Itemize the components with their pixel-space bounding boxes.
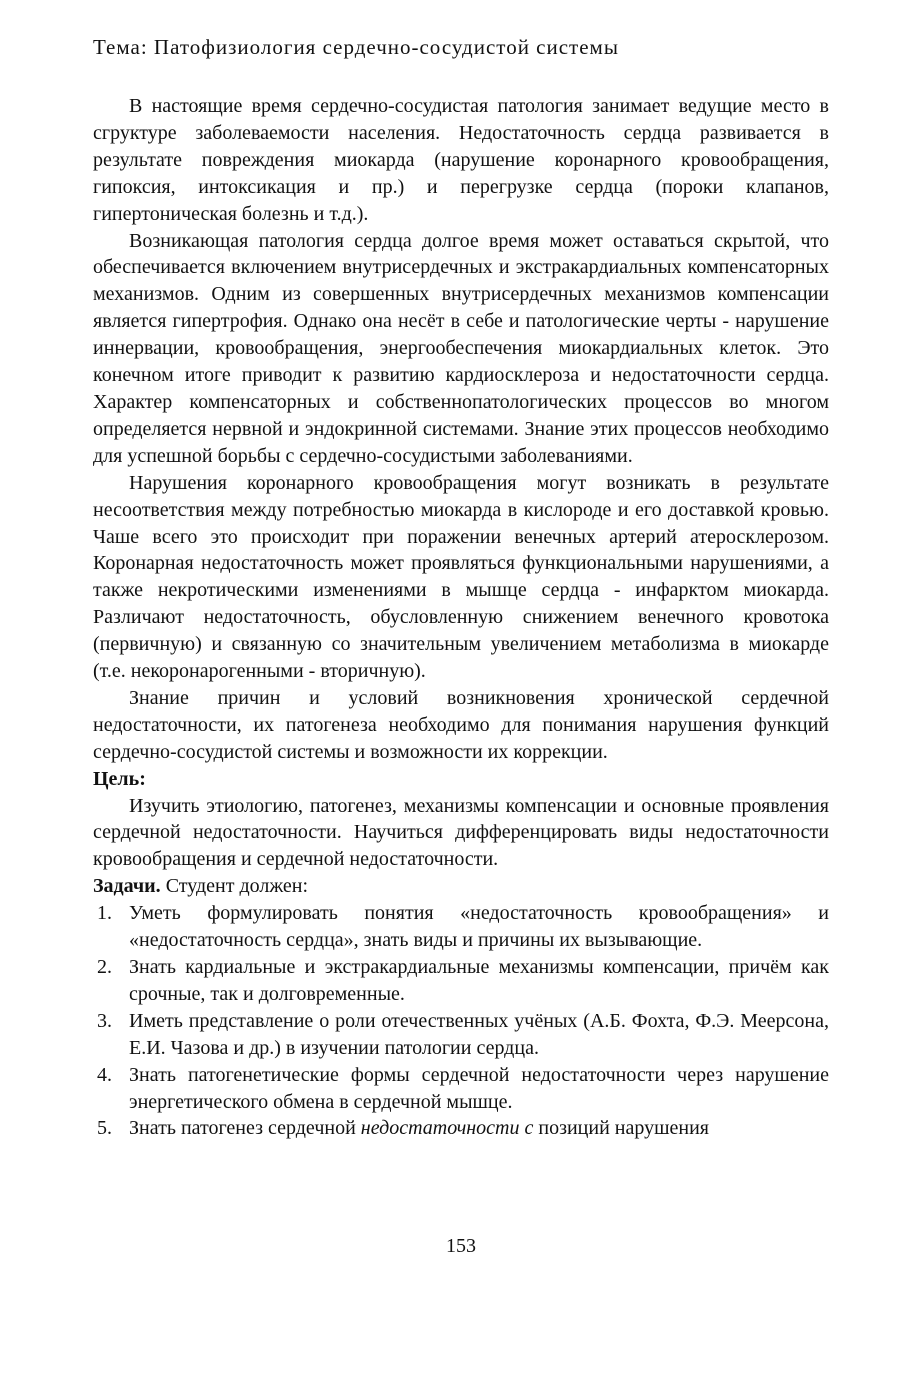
intro-paragraph-1: В настоящие время сердечно-сосудистая патология занимает ведущие место в сгруктуре заболеваемости населения. Недостаточность сердца развивается в результате повреждения миокарда (нарушение коронарного кровообращения, гипоксия, интоксикация и пр.) и перегрузке сердца (пороки клапанов, гипертоническая болезнь и т.д.). bbox=[93, 95, 829, 225]
list-item-number: 5. bbox=[97, 1117, 112, 1140]
intro-paragraph-2: Возникающая патология сердца долгое время может оставаться скрытой, что обеспечивается включением внутрисердечных и экстракардиальных компенсаторных механизмов. Одним из совершенных внутрисердечных механизмов компенсации является гипертрофия. Однако она несёт в себе и патологические черты - нарушение иннервации, кровообращения, энергообеспечения миокардиальных клеток. Это конечном итоге приводит к развитию кардиосклероза и недостаточности сердца. Характер компенсаторных и собственнопатологических процессов во многом определяется нервной и эндокринной системами. Знание этих процессов необходимо для успешной борьбы с сердечно-сосудистыми заболеваниями. bbox=[93, 229, 829, 467]
list-item-number: 2. bbox=[97, 956, 112, 978]
list-item bbox=[93, 1115, 829, 1142]
list-item-text: Знать патогенетические формы сердечной недостаточности через нарушение энергетического обмена в сердечной мышце. bbox=[129, 1063, 829, 1113]
list-item bbox=[93, 1062, 829, 1116]
tasks-intro bbox=[93, 873, 829, 900]
list-item bbox=[93, 1008, 829, 1062]
document-body bbox=[93, 93, 829, 1142]
tasks-intro-text: Студент должен: bbox=[160, 875, 309, 898]
list-item bbox=[93, 900, 829, 954]
list-item-text: Иметь представление о роли отечественных учёных (А.Б. Фохта, Ф.Э. Меерсона, Е.И. Чазова и др.) в изучении патологии сердца. bbox=[129, 1009, 829, 1059]
goal-heading: Цель: bbox=[93, 767, 146, 790]
intro-paragraph-4: Знание причин и условий возникновения хронической сердечной недостаточности, их патогенеза необходимо для понимания нарушения функций сердечно-сосудистой системы и возможности их коррекции. bbox=[93, 686, 829, 763]
list-item-number: 3. bbox=[97, 1009, 112, 1032]
list-item bbox=[93, 954, 829, 1008]
goal-text: Изучить этиологию, патогенез, механизмы компенсации и основные проявления сердечной недостаточности. Научиться дифференцировать виды недостаточности кровообращения и сердечной недостаточности. bbox=[93, 794, 829, 871]
list-item-number: 4. bbox=[97, 1063, 112, 1086]
page-number: 153 bbox=[446, 1235, 476, 1257]
page-topic-header: Тема: Патофизиология сердечно-сосудистой системы bbox=[93, 35, 619, 59]
list-item-text: Знать кардиальные и экстракардиальные механизмы компенсации, причём как срочные, так и долговременные. bbox=[129, 956, 829, 1005]
tasks-list bbox=[93, 900, 829, 1142]
list-item-text-end: позиций нарушения bbox=[533, 1117, 709, 1140]
intro-paragraph-3: Нарушения коронарного кровообращения могут возникать в результате несоответствия между потребностью миокарда в кислороде и его доставкой кровью. Чаше всего это происходит при поражении венечных артерий атеросклерозом. Коронарная недостаточность может проявляться функциональными нарушениями, а также некротическими изменениями в мышце сердца - инфарктом миокарда. Различают недостаточность, обусловленную снижением венечного кровотока (первичную) и связанную со значительным увеличением метаболизма в миокарде (т.е. некоронарогенными - вторичную). bbox=[93, 471, 829, 683]
list-item-number: 1. bbox=[97, 902, 112, 925]
list-item-text: Уметь формулировать понятия «недостаточность кровообращения» и «недостаточность сердца», знать виды и причины их вызывающие. bbox=[129, 902, 829, 952]
list-item-text-italic: недостаточности с bbox=[360, 1117, 534, 1140]
list-item-text-start: Знать патогенез сердечной bbox=[129, 1117, 361, 1140]
tasks-heading: Задачи. bbox=[93, 875, 161, 898]
